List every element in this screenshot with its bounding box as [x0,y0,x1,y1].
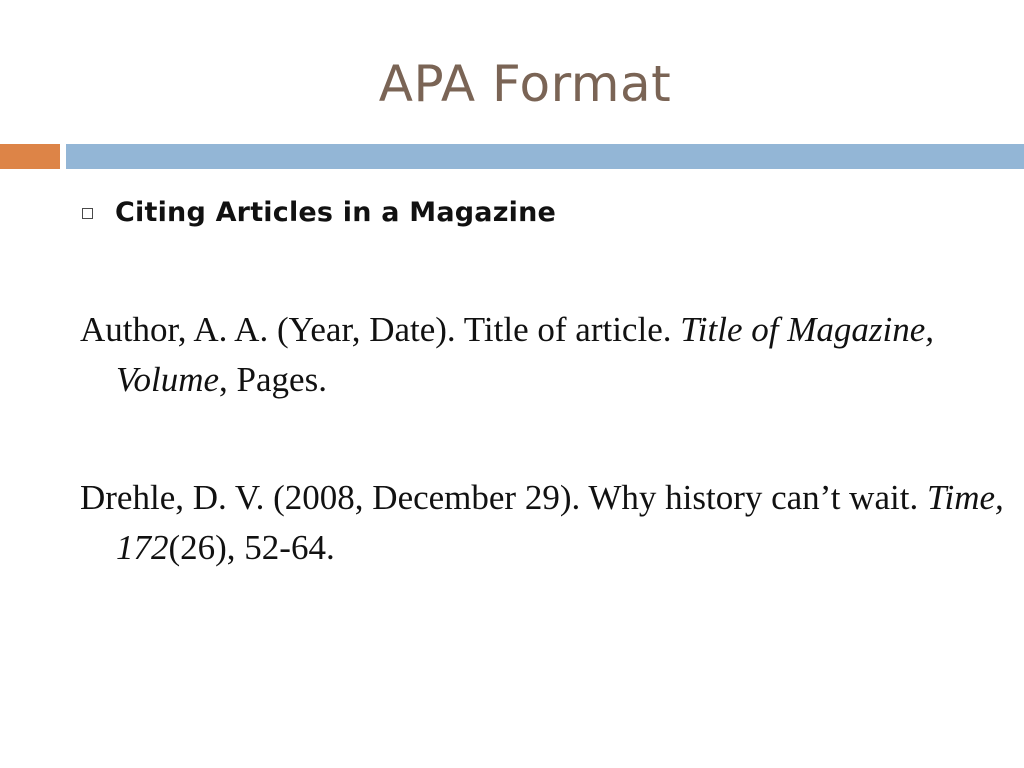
citation-template-text: Author, A. A. (Year, Date). Title of article. [80,310,681,349]
citation-template [80,305,1016,405]
citation-template-pages: , Pages. [219,360,327,399]
citation-example-magazine: Time, 172 [116,478,1004,567]
citation-example-text: Drehle, D. V. (2008, December 29). Why history can’t wait. [80,478,927,517]
citation-example-pages: (26), 52-64. [168,528,335,567]
citation-example [80,473,1016,573]
accent-bar-blue [66,144,1024,169]
bullet-item [82,192,556,232]
slide-title: APA Format [378,55,672,113]
accent-bar-orange [0,144,60,169]
bullet-heading: Citing Articles in a Magazine [115,196,557,228]
citation-template-magazine: Title of Magazine, Volume [116,310,934,399]
square-bullet-icon [82,208,93,219]
